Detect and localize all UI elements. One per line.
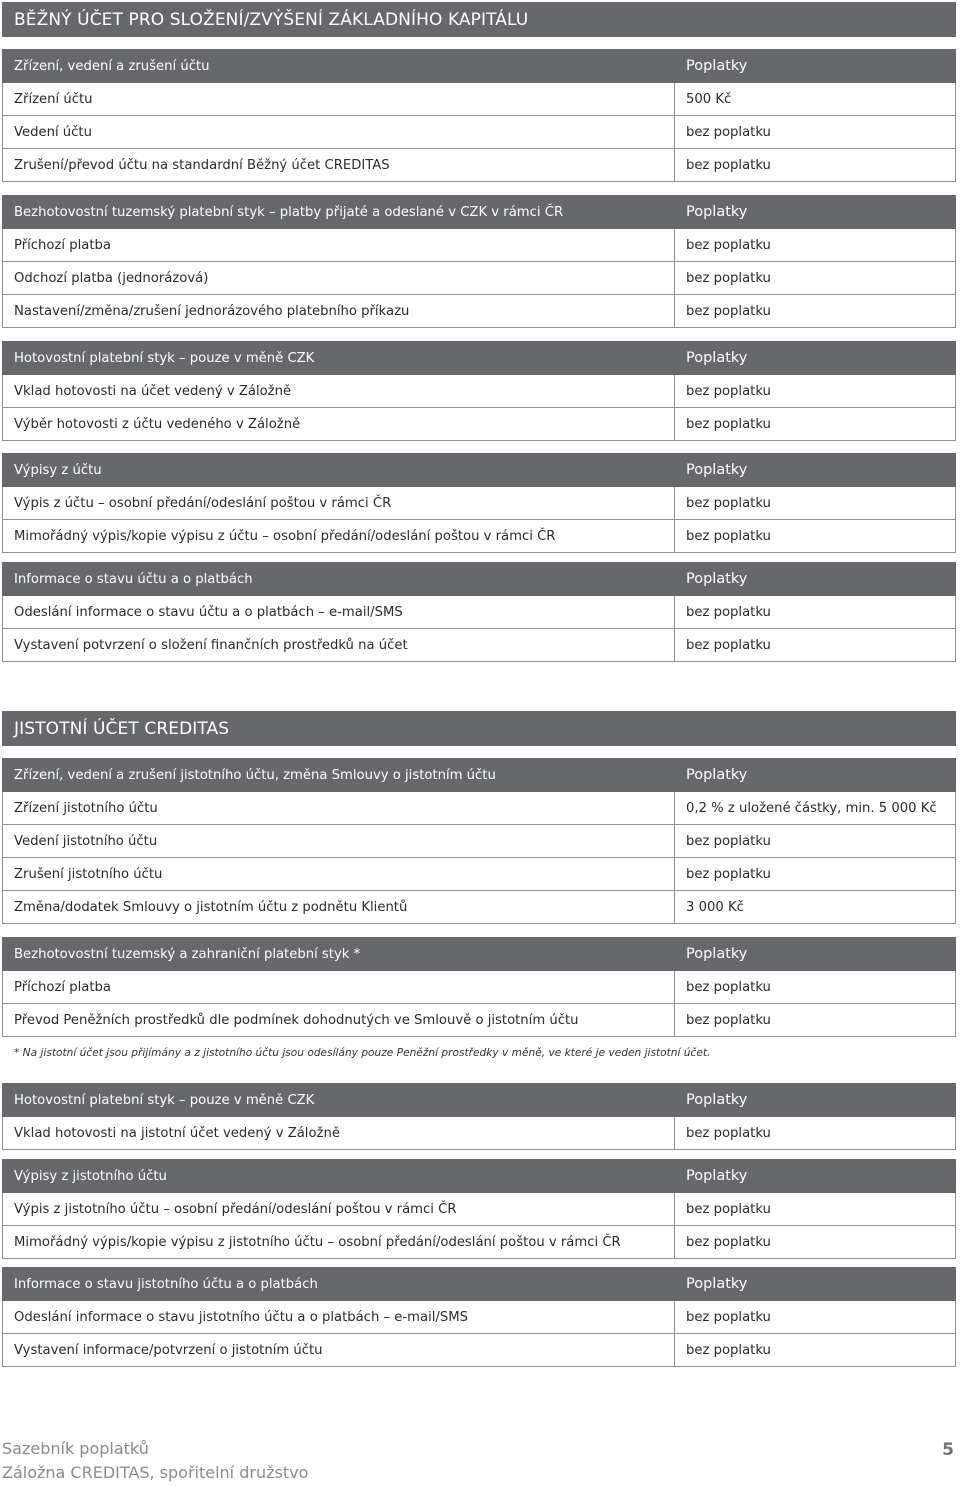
table-header-row: [3, 759, 956, 792]
fee-value: bez poplatku: [675, 375, 956, 408]
fees-column-heading: Poplatky: [675, 454, 956, 487]
fee-value: bez poplatku: [675, 596, 956, 629]
fee-value: 3 000 Kč: [675, 891, 956, 924]
table-header-row: [3, 563, 956, 596]
table-row: [3, 149, 956, 182]
table-header-row: [3, 454, 956, 487]
category-heading: Bezhotovostní tuzemský a zahraniční platební styk *: [3, 938, 675, 971]
footnote: * Na jistotní účet jsou přijímány a z jistotního účtu jsou odesílány pouze Peněžní prostředky v měně, ve které je veden jistotní účet.: [14, 1047, 711, 1059]
table-row: [3, 1226, 956, 1259]
fee-item: Mimořádný výpis/kopie výpisu z účtu – osobní předání/odeslání poštou v rámci ČR: [3, 520, 675, 553]
footer-company-name: Záložna CREDITAS, spořitelní družstvo: [2, 1463, 309, 1482]
fee-value: bez poplatku: [675, 1301, 956, 1334]
fee-value: bez poplatku: [675, 1193, 956, 1226]
fee-value: bez poplatku: [675, 229, 956, 262]
fee-item: Příchozí platba: [3, 229, 675, 262]
fee-table: [2, 453, 956, 553]
fee-value: bez poplatku: [675, 825, 956, 858]
fee-table: [2, 562, 956, 662]
table-row: [3, 1117, 956, 1150]
fee-value: bez poplatku: [675, 629, 956, 662]
fee-value: bez poplatku: [675, 858, 956, 891]
table-row: [3, 596, 956, 629]
fee-value: bez poplatku: [675, 408, 956, 441]
fee-item: Mimořádný výpis/kopie výpisu z jistotního účtu – osobní předání/odeslání poštou v rámci ČR: [3, 1226, 675, 1259]
fees-column-heading: Poplatky: [675, 1084, 956, 1117]
table-row: [3, 262, 956, 295]
section-title-escrow-account: JISTOTNÍ ÚČET CREDITAS: [2, 711, 956, 746]
fee-item: Vystavení potvrzení o složení finančních prostředků na účet: [3, 629, 675, 662]
fee-item: Odchozí platba (jednorázová): [3, 262, 675, 295]
fee-value: bez poplatku: [675, 116, 956, 149]
category-heading: Zřízení, vedení a zrušení jistotního účtu, změna Smlouvy o jistotním účtu: [3, 759, 675, 792]
fee-item: Nastavení/změna/zrušení jednorázového platebního příkazu: [3, 295, 675, 328]
category-heading: Zřízení, vedení a zrušení účtu: [3, 50, 675, 83]
fee-item: Vedení účtu: [3, 116, 675, 149]
fees-column-heading: Poplatky: [675, 1160, 956, 1193]
fee-table: [2, 49, 956, 182]
fees-column-heading: Poplatky: [675, 938, 956, 971]
footer-document-title: Sazebník poplatků: [2, 1439, 149, 1458]
fees-column-heading: Poplatky: [675, 563, 956, 596]
fee-item: Příchozí platba: [3, 971, 675, 1004]
fee-item: Výpis z jistotního účtu – osobní předání/odeslání poštou v rámci ČR: [3, 1193, 675, 1226]
category-heading: Informace o stavu účtu a o platbách: [3, 563, 675, 596]
fees-column-heading: Poplatky: [675, 1268, 956, 1301]
fee-value: bez poplatku: [675, 520, 956, 553]
fee-table: [2, 758, 956, 924]
fee-table: [2, 195, 956, 328]
fee-value: bez poplatku: [675, 295, 956, 328]
category-heading: Hotovostní platební styk – pouze v měně CZK: [3, 342, 675, 375]
fee-item: Vklad hotovosti na jistotní účet vedený v Záložně: [3, 1117, 675, 1150]
table-row: [3, 1193, 956, 1226]
table-row: [3, 971, 956, 1004]
fee-value: bez poplatku: [675, 262, 956, 295]
table-header-row: [3, 1268, 956, 1301]
fee-value: bez poplatku: [675, 1334, 956, 1367]
table-row: [3, 792, 956, 825]
table-row: [3, 891, 956, 924]
fees-column-heading: Poplatky: [675, 196, 956, 229]
table-header-row: [3, 50, 956, 83]
table-row: [3, 229, 956, 262]
fee-item: Zřízení účtu: [3, 83, 675, 116]
fee-item: Změna/dodatek Smlouvy o jistotním účtu z podnětu Klientů: [3, 891, 675, 924]
fee-item: Vklad hotovosti na účet vedený v Záložně: [3, 375, 675, 408]
fee-table: [2, 937, 956, 1037]
fee-value: bez poplatku: [675, 1004, 956, 1037]
category-heading: Hotovostní platební styk – pouze v měně CZK: [3, 1084, 675, 1117]
table-header-row: [3, 1160, 956, 1193]
fee-item: Výpis z účtu – osobní předání/odeslání poštou v rámci ČR: [3, 487, 675, 520]
table-row: [3, 825, 956, 858]
fee-table: [2, 1083, 956, 1150]
table-header-row: [3, 342, 956, 375]
fee-value: bez poplatku: [675, 487, 956, 520]
fee-item: Odeslání informace o stavu účtu a o platbách – e-mail/SMS: [3, 596, 675, 629]
table-row: [3, 629, 956, 662]
fee-table: [2, 1267, 956, 1367]
category-heading: Výpisy z jistotního účtu: [3, 1160, 675, 1193]
fee-value: 0,2 % z uložené částky, min. 5 000 Kč: [675, 792, 956, 825]
fee-value: bez poplatku: [675, 1226, 956, 1259]
fee-table: [2, 341, 956, 441]
category-heading: Informace o stavu jistotního účtu a o platbách: [3, 1268, 675, 1301]
fee-item: Odeslání informace o stavu jistotního účtu a o platbách – e-mail/SMS: [3, 1301, 675, 1334]
table-row: [3, 1334, 956, 1367]
category-heading: Bezhotovostní tuzemský platební styk – platby přijaté a odeslané v CZK v rámci ČR: [3, 196, 675, 229]
fee-item: Zrušení jistotního účtu: [3, 858, 675, 891]
fee-item: Vystavení informace/potvrzení o jistotním účtu: [3, 1334, 675, 1367]
fees-column-heading: Poplatky: [675, 342, 956, 375]
fee-item: Zřízení jistotního účtu: [3, 792, 675, 825]
table-row: [3, 1301, 956, 1334]
table-row: [3, 408, 956, 441]
fee-item: Výběr hotovosti z účtu vedeného v Záložně: [3, 408, 675, 441]
table-row: [3, 116, 956, 149]
fee-item: Převod Peněžních prostředků dle podmínek dohodnutých ve Smlouvě o jistotním účtu: [3, 1004, 675, 1037]
fee-value: bez poplatku: [675, 149, 956, 182]
table-row: [3, 858, 956, 891]
fee-value: 500 Kč: [675, 83, 956, 116]
table-row: [3, 295, 956, 328]
table-row: [3, 83, 956, 116]
fee-item: Vedení jistotního účtu: [3, 825, 675, 858]
fee-item: Zrušení/převod účtu na standardní Běžný účet CREDITAS: [3, 149, 675, 182]
fees-column-heading: Poplatky: [675, 50, 956, 83]
table-row: [3, 520, 956, 553]
table-row: [3, 487, 956, 520]
table-row: [3, 375, 956, 408]
page-number: 5: [942, 1440, 954, 1460]
fee-value: bez poplatku: [675, 1117, 956, 1150]
fees-column-heading: Poplatky: [675, 759, 956, 792]
category-heading: Výpisy z účtu: [3, 454, 675, 487]
section-title-current-account: BĚŽNÝ ÚČET PRO SLOŽENÍ/ZVÝŠENÍ ZÁKLADNÍHO KAPITÁLU: [2, 2, 956, 37]
table-header-row: [3, 196, 956, 229]
table-header-row: [3, 1084, 956, 1117]
table-header-row: [3, 938, 956, 971]
table-row: [3, 1004, 956, 1037]
fee-value: bez poplatku: [675, 971, 956, 1004]
fee-table: [2, 1159, 956, 1259]
